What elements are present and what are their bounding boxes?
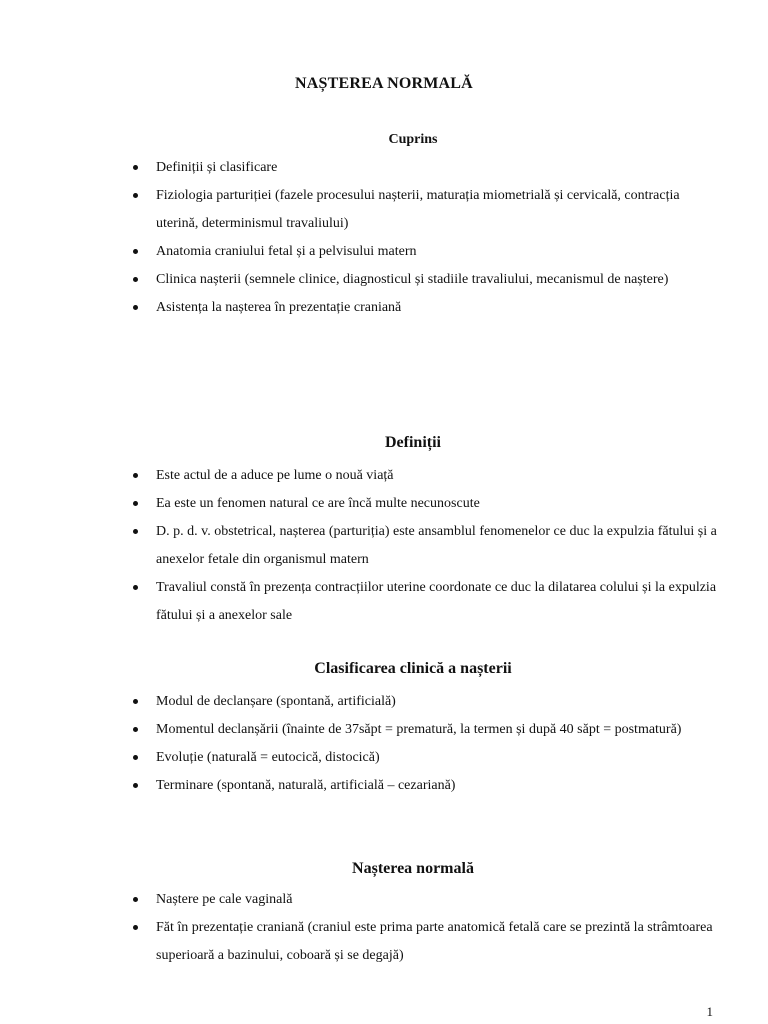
list-item: Momentul declanșării (înainte de 37săpt = prematură, la termen și după 40 săpt = postmatură) bbox=[130, 716, 720, 744]
contents-heading: Cuprins bbox=[388, 132, 438, 147]
page-number: 1 bbox=[706, 1004, 713, 1019]
list-item: Ea este un fenomen natural ce are încă multe necunoscute bbox=[130, 490, 720, 518]
list-item: Este actul de a aduce pe lume o nouă viață bbox=[130, 462, 720, 490]
list-item: Modul de declanșare (spontană, artificială) bbox=[130, 688, 720, 716]
list-item: Asistența la nașterea în prezentație craniană bbox=[130, 294, 720, 322]
section-heading-nasterea-normala: Nașterea normală bbox=[352, 860, 474, 877]
list-item: Evoluție (naturală = eutocică, distocică) bbox=[130, 744, 720, 772]
list-item: Terminare (spontană, naturală, artificială – cezariană) bbox=[130, 772, 720, 800]
definitions-list bbox=[130, 462, 720, 630]
list-item: Fiziologia parturiției (fazele procesului nașterii, maturația miometrială și cervicală, contracția uterină, determinismul travaliului) bbox=[130, 182, 720, 238]
section-heading-clasificare: Clasificarea clinică a nașterii bbox=[314, 660, 512, 677]
list-item: Definiții și clasificare bbox=[130, 154, 720, 182]
list-item: D. p. d. v. obstetrical, nașterea (parturiția) este ansamblul fenomenelor ce duc la expulzia fătului și a anexelor fetale din organismul matern bbox=[130, 518, 720, 574]
document-title: NAȘTEREA NORMALĂ bbox=[295, 75, 473, 92]
list-item: Anatomia craniului fetal și a pelvisului matern bbox=[130, 238, 720, 266]
list-item: Clinica nașterii (semnele clinice, diagnosticul și stadiile travaliului, mecanismul de naștere) bbox=[130, 266, 720, 294]
contents-list bbox=[130, 154, 720, 322]
section-heading-definitii: Definiții bbox=[385, 434, 441, 451]
list-item: Făt în prezentație craniană (craniul este prima parte anatomică fetală care se prezintă la strâmtoarea superioară a bazinului, coboară și se degajă) bbox=[130, 914, 720, 970]
list-item: Naștere pe cale vaginală bbox=[130, 886, 720, 914]
classification-list bbox=[130, 688, 720, 800]
list-item: Travaliul constă în prezența contracțiilor uterine coordonate ce duc la dilatarea colului și la expulzia fătului și a anexelor sale bbox=[130, 574, 720, 630]
normal-birth-list bbox=[130, 886, 720, 970]
